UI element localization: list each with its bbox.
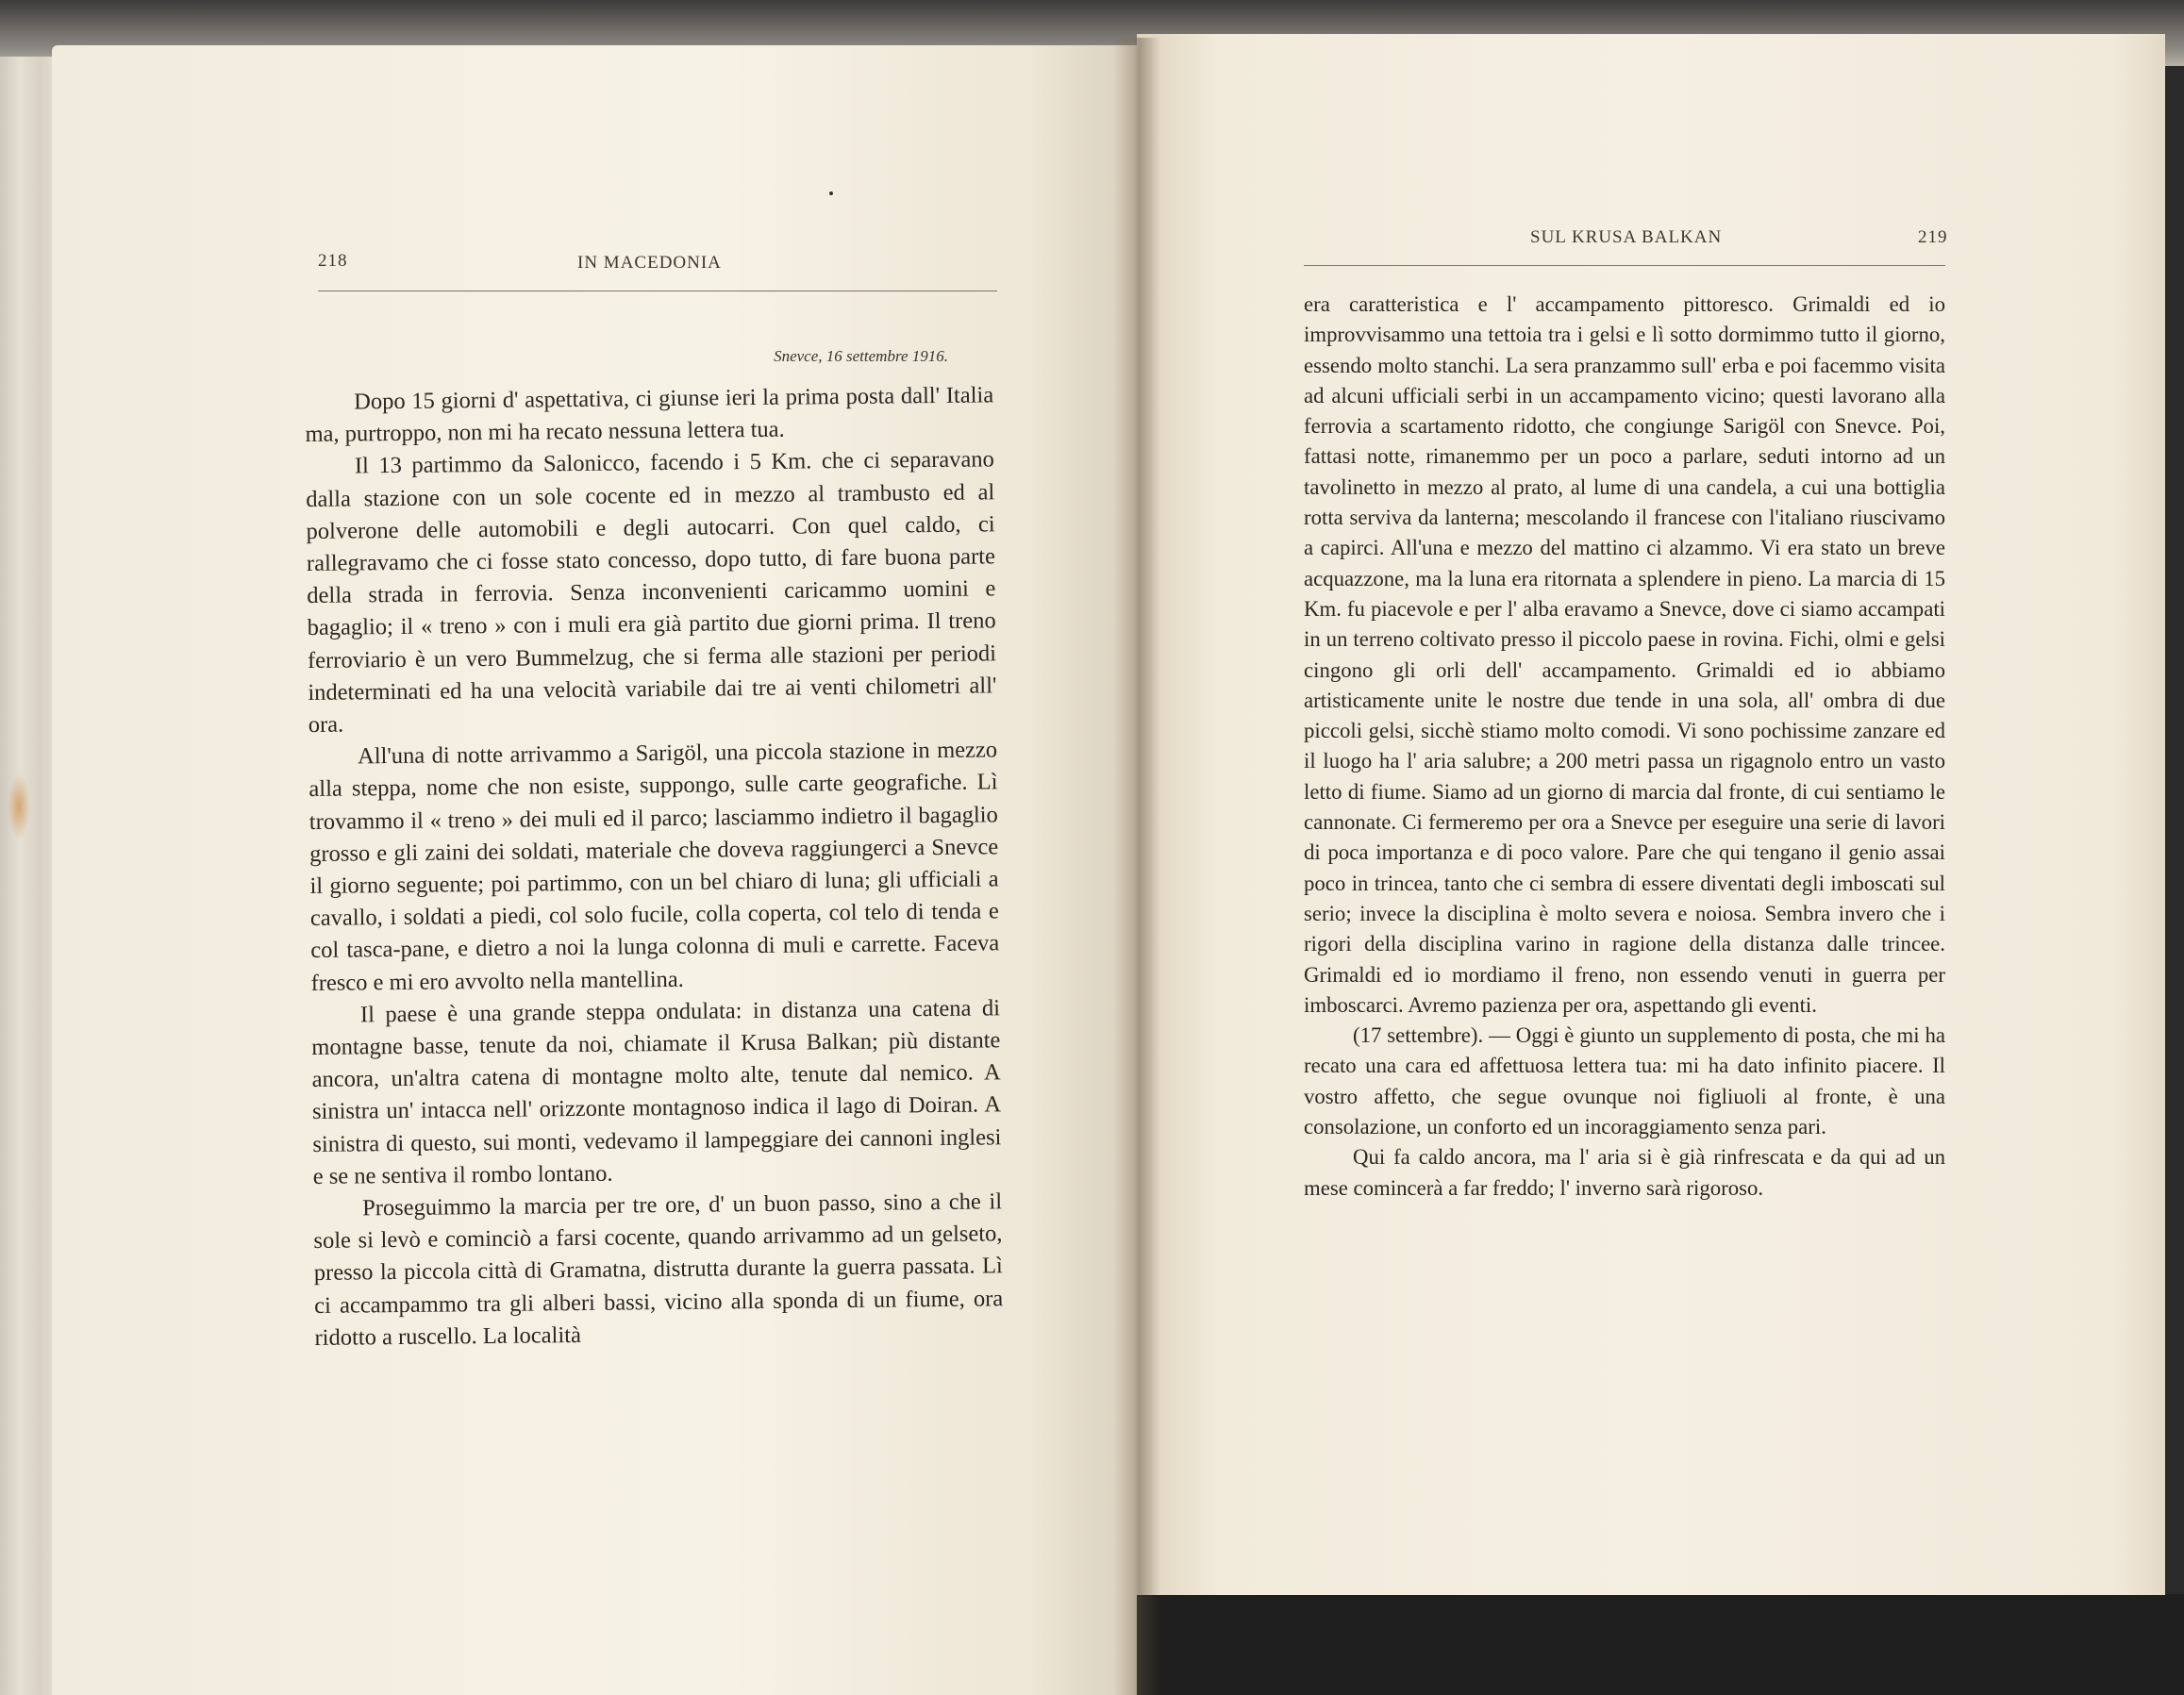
left-paragraph-3: All'una di notte arrivammo a Sarigöl, una piccola stazione in mezzo alla steppa, nome che non esiste, suppongo, sulle carte geografiche. Lì trovammo il « treno » dei muli ed il parco; lasciammo indietro il bagaglio grosso e gli zaini dei soldati, materiale che doveva raggiungerci a Snevce il giorno seguente; poi partimmo, con un bel chiaro di luna; gli ufficiali a cavallo, i soldati a piedi, col solo fucile, colla coperta, col telo di tenda e col tasca-pane, e dietro a noi la lunga colonna di muli e carrette. Faceva fresco e mi ero avvolto nella mantellina. (308, 737, 1000, 996)
right-paragraph-2: (17 settembre). — Oggi è giunto un supplemento di posta, che mi ha recato una cara ed affettuosa lettera tua: mi ha dato infinito piacere. Il vostro affetto, che segue ovunque noi figliuoli al fronte, è una consolazione, un conforto ed un incoraggiamento senza pari. (1304, 1023, 1945, 1139)
right-running-head: SUL KRUSA BALKAN (1530, 227, 1723, 247)
left-paragraph-5: Proseguimmo la marcia per tre ore, d' un buon passo, sino a che il sole si levò e cominciò a farsi cocente, quando arrivammo ad un gelseto, presso la piccola città di Gramatna, distrutta durante la guerra passata. Lì ci accampammo tra gli alberi bassi, vicino alla sponda di un fiume, ora ridotto a ruscello. La località (313, 1188, 1004, 1351)
left-running-head: IN MACEDONIA (577, 253, 722, 273)
left-paragraph-2: Il 13 partimmo da Salonicco, facendo i 5 Km. che ci separavano dalla stazione con un sole cocente ed in mezzo al trambusto ed al polverone delle automobili e degli autocarri. Con quel caldo, ci rallegravamo che ci fosse stato concesso, dopo tutto, di fare buona parte della strada in ferrovia. Senza inconvenienti caricammo uomini e bagaglio; il « treno » con i muli era già partito due giorni prima. Il treno ferroviario è un vero Bummelzug, che si ferma alle stazioni per periodi indeterminati ed ha una velocità variabile dai tre ai venti chilometri all' ora. (306, 446, 997, 739)
left-paragraph-4: Il paese è una grande steppa ondulata: in distanza una catena di montagne basse, tenute da noi, chiamate il Krusa Balkan; più distante ancora, un'altra catena di montagne molto alte, tenute dal nemico. A sinistra un' intacca nell' orizzonte montagnoso indica il lago di Doiran. A sinistra di questo, sui monti, vedevamo il lampeggiare dei cannoni inglesi e se ne sentiva il rombo lontano. (311, 995, 1002, 1189)
right-page-number: 219 (1918, 227, 1948, 247)
paper-stain (8, 773, 30, 839)
book-gutter (1113, 38, 1160, 1695)
right-page-body (1304, 290, 1945, 1204)
ink-speck (829, 191, 833, 195)
right-paragraph-1: era caratteristica e l' accampamento pittoresco. Grimaldi ed io improvvisammo una tettoia tra i gelsi e lì sotto dormimmo tutto il giorno, essendo molto stanchi. La sera pranzammo sull' erba e poi facemmo visita ad alcuni ufficiali serbi in un accampamento vicino; questi lavorano alla ferrovia a scartamento ridotto, che congiunge Sarigöl con Snevce. Poi, fattasi notte, rimanemmo per un poco a parlare, seduti intorno ad un tavolinetto in mezzo al prato, al lume di una candela, a cui una bottiglia rotta serviva da lanterna; mescolando il francese con l'italiano riuscivamo a capirci. All'una e mezzo del mattino ci alzammo. Vi era stato un breve acquazzone, ma la luna era ritornata a splendere in pieno. La marcia di 15 Km. fu piacevole e per l' alba eravamo a Snevce, dove ci siamo accampati in un terreno coltivato presso il piccolo paese in rovina. Fichi, olmi e gelsi cingono gli orli dell' accampamento. Grimaldi ed io abbiamo artisticamente unite le nostre due tende in una sola, all' ombra di due piccoli gelsi, sicchè stiamo molto comodi. Vi sono pochissime zanzare ed il luogo ha l' aria salubre; a 200 metri passa un rigagnolo entro un vasto letto di fiume. Siamo ad un giorno di marcia dal fronte, di cui sentiamo le cannonate. Ci fermeremo per ora a Snevce per eseguire una serie di lavori di poca importanza e di poco valore. Pare che qui tengano il genio assai poco in trincea, tanto che ci sembra di essere diventati degli imboscati sul serio; invece la disciplina è molto severa e noiosa. Sembra invero che i rigori della disciplina varino in ragione della distanza dalle trincee. Grimaldi ed io mordiamo il freno, non essendo venuti in guerra per imboscarci. Avremo pazienza per ora, aspettando gli eventi. (1304, 292, 1945, 1017)
left-page-body (305, 379, 1004, 1354)
left-paragraph-1: Dopo 15 giorni d' aspettativa, ci giunse ieri la prima posta dall' Italia ma, purtroppo, non mi ha recato nessuna lettera tua. (305, 382, 994, 448)
dateline: Snevce, 16 settembre 1916. (774, 347, 948, 365)
right-paragraph-3: Qui fa caldo ancora, ma l' aria si è già rinfrescata e da qui ad un mese comincerà a far freddo; l' inverno sarà rigoroso. (1304, 1145, 1945, 1200)
right-header-rule (1304, 265, 1945, 266)
scan-background (1123, 1594, 2184, 1695)
left-page-number: 218 (318, 251, 348, 271)
